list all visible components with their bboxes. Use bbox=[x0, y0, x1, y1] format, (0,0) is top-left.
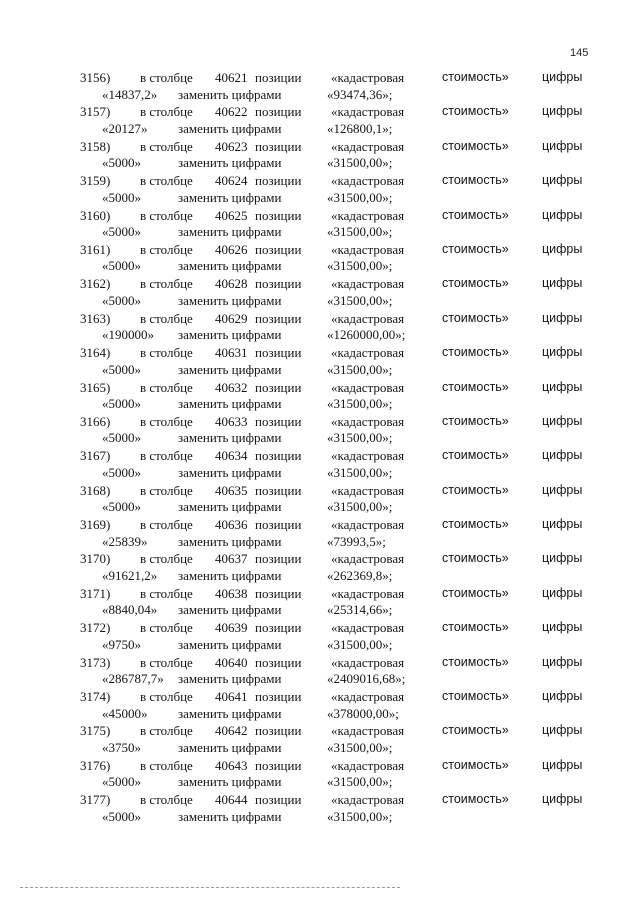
position-text: позиции bbox=[255, 207, 302, 223]
entry-number: 3165) bbox=[80, 379, 111, 395]
old-value: «5000» bbox=[102, 361, 141, 377]
column-number: 40626 bbox=[215, 241, 248, 257]
entry-line-2 bbox=[0, 601, 639, 618]
new-value: «31500,00»; bbox=[327, 292, 393, 308]
digits-text: цифры bbox=[542, 517, 583, 532]
digits-text: цифры bbox=[542, 310, 583, 325]
new-value: «262369,8»; bbox=[327, 567, 393, 583]
entry-number: 3160) bbox=[80, 207, 111, 223]
column-number: 40634 bbox=[215, 448, 248, 464]
entry-number: 3164) bbox=[80, 345, 111, 361]
position-text: позиции bbox=[255, 413, 302, 429]
cadastral-text: «кадастровая bbox=[331, 173, 405, 189]
entry-line-1 bbox=[0, 585, 639, 602]
digits-text: цифры bbox=[542, 241, 583, 256]
entry-line-2 bbox=[0, 292, 639, 309]
column-number: 40636 bbox=[215, 517, 248, 533]
amendment-entry bbox=[0, 791, 639, 825]
value-text: стоимость» bbox=[442, 689, 509, 704]
replace-with-text: заменить цифрами bbox=[178, 671, 282, 687]
entry-line-2 bbox=[0, 395, 639, 412]
entry-line-1 bbox=[0, 172, 639, 189]
digits-text: цифры bbox=[542, 104, 583, 119]
entry-line-1 bbox=[0, 688, 639, 705]
entry-line-2 bbox=[0, 86, 639, 103]
new-value: «25314,66»; bbox=[327, 602, 393, 618]
position-text: позиции bbox=[255, 792, 302, 808]
entry-line-1 bbox=[0, 722, 639, 739]
old-value: «25839» bbox=[102, 533, 148, 549]
position-text: позиции bbox=[255, 241, 302, 257]
column-number: 40622 bbox=[215, 104, 248, 120]
digits-text: цифры bbox=[542, 689, 583, 704]
amendment-entry bbox=[0, 550, 639, 584]
amendment-entry bbox=[0, 103, 639, 137]
digits-text: цифры bbox=[542, 482, 583, 497]
new-value: «31500,00»; bbox=[327, 774, 393, 790]
column-number: 40629 bbox=[215, 310, 248, 326]
digits-text: цифры bbox=[542, 173, 583, 188]
new-value: «31500,00»; bbox=[327, 155, 393, 171]
old-value: «14837,2» bbox=[102, 86, 158, 102]
digits-text: цифры bbox=[542, 276, 583, 291]
in-column-text: в столбце bbox=[140, 310, 193, 326]
new-value: «1260000,00»; bbox=[327, 327, 406, 343]
entry-line-2 bbox=[0, 567, 639, 584]
digits-text: цифры bbox=[542, 620, 583, 635]
in-column-text: в столбце bbox=[140, 345, 193, 361]
entry-line-1 bbox=[0, 138, 639, 155]
entry-number: 3162) bbox=[80, 276, 111, 292]
in-column-text: в столбце bbox=[140, 620, 193, 636]
replace-with-text: заменить цифрами bbox=[178, 224, 282, 240]
entry-line-2 bbox=[0, 773, 639, 790]
entry-line-2 bbox=[0, 739, 639, 756]
column-number: 40625 bbox=[215, 207, 248, 223]
old-value: «9750» bbox=[102, 636, 141, 652]
entry-number: 3167) bbox=[80, 448, 111, 464]
value-text: стоимость» bbox=[442, 482, 509, 497]
column-number: 40635 bbox=[215, 482, 248, 498]
entry-number: 3166) bbox=[80, 413, 111, 429]
entry-line-2 bbox=[0, 189, 639, 206]
cadastral-text: «кадастровая bbox=[331, 138, 405, 154]
digits-text: цифры bbox=[542, 792, 583, 807]
entry-number: 3177) bbox=[80, 792, 111, 808]
amendment-entry bbox=[0, 241, 639, 275]
position-text: позиции bbox=[255, 345, 302, 361]
digits-text: цифры bbox=[542, 379, 583, 394]
value-text: стоимость» bbox=[442, 413, 509, 428]
digits-text: цифры bbox=[542, 70, 583, 84]
column-number: 40621 bbox=[215, 70, 248, 85]
entry-line-1 bbox=[0, 310, 639, 327]
replace-with-text: заменить цифрами bbox=[178, 396, 282, 412]
entry-line-1 bbox=[0, 482, 639, 499]
entry-number: 3173) bbox=[80, 654, 111, 670]
entry-number: 3168) bbox=[80, 482, 111, 498]
replace-with-text: заменить цифрами bbox=[178, 567, 282, 583]
digits-text: цифры bbox=[542, 345, 583, 360]
entry-line-2 bbox=[0, 670, 639, 687]
digits-text: цифры bbox=[542, 723, 583, 738]
entry-number: 3174) bbox=[80, 689, 111, 705]
new-value: «31500,00»; bbox=[327, 189, 393, 205]
new-value: «31500,00»; bbox=[327, 361, 393, 377]
position-text: позиции bbox=[255, 104, 302, 120]
amendment-entry bbox=[0, 447, 639, 481]
cadastral-text: «кадастровая bbox=[331, 276, 405, 292]
value-text: стоимость» bbox=[442, 173, 509, 188]
old-value: «5000» bbox=[102, 430, 141, 446]
position-text: позиции bbox=[255, 551, 302, 567]
old-value: «286787,7» bbox=[102, 671, 164, 687]
in-column-text: в столбце bbox=[140, 792, 193, 808]
cadastral-text: «кадастровая bbox=[331, 551, 405, 567]
entry-line-1 bbox=[0, 654, 639, 671]
amendment-entry bbox=[0, 654, 639, 688]
entry-line-2 bbox=[0, 429, 639, 446]
value-text: стоимость» bbox=[442, 241, 509, 256]
entry-line-1 bbox=[0, 791, 639, 808]
entry-line-2 bbox=[0, 705, 639, 722]
position-text: позиции bbox=[255, 379, 302, 395]
new-value: «31500,00»; bbox=[327, 258, 393, 274]
value-text: стоимость» bbox=[442, 620, 509, 635]
digits-text: цифры bbox=[542, 448, 583, 463]
value-text: стоимость» bbox=[442, 585, 509, 600]
in-column-text: в столбце bbox=[140, 689, 193, 705]
old-value: «5000» bbox=[102, 808, 141, 824]
position-text: позиции bbox=[255, 757, 302, 773]
replace-with-text: заменить цифрами bbox=[178, 86, 282, 102]
cadastral-text: «кадастровая bbox=[331, 482, 405, 498]
in-column-text: в столбце bbox=[140, 413, 193, 429]
position-text: позиции bbox=[255, 517, 302, 533]
cadastral-text: «кадастровая bbox=[331, 207, 405, 223]
entry-number: 3171) bbox=[80, 585, 111, 601]
old-value: «45000» bbox=[102, 705, 148, 721]
in-column-text: в столбце bbox=[140, 241, 193, 257]
column-number: 40632 bbox=[215, 379, 248, 395]
entry-number: 3161) bbox=[80, 241, 111, 257]
old-value: «5000» bbox=[102, 499, 141, 515]
new-value: «31500,00»; bbox=[327, 739, 393, 755]
entry-line-2 bbox=[0, 361, 639, 378]
entry-line-2 bbox=[0, 464, 639, 481]
column-number: 40638 bbox=[215, 585, 248, 601]
entry-number: 3163) bbox=[80, 310, 111, 326]
value-text: стоимость» bbox=[442, 276, 509, 291]
position-text: позиции bbox=[255, 448, 302, 464]
cadastral-text: «кадастровая bbox=[331, 585, 405, 601]
column-number: 40639 bbox=[215, 620, 248, 636]
column-number: 40642 bbox=[215, 723, 248, 739]
digits-text: цифры bbox=[542, 551, 583, 566]
cadastral-text: «кадастровая bbox=[331, 448, 405, 464]
cadastral-text: «кадастровая bbox=[331, 792, 405, 808]
replace-with-text: заменить цифрами bbox=[178, 808, 282, 824]
position-text: позиции bbox=[255, 723, 302, 739]
value-text: стоимость» bbox=[442, 448, 509, 463]
entry-line-2 bbox=[0, 257, 639, 274]
entry-line-1 bbox=[0, 103, 639, 120]
replace-with-text: заменить цифрами bbox=[178, 533, 282, 549]
column-number: 40644 bbox=[215, 792, 248, 808]
column-number: 40637 bbox=[215, 551, 248, 567]
amendment-entry bbox=[0, 482, 639, 516]
old-value: «8840,04» bbox=[102, 602, 158, 618]
amendment-entry bbox=[0, 379, 639, 413]
old-value: «5000» bbox=[102, 224, 141, 240]
entry-number: 3170) bbox=[80, 551, 111, 567]
new-value: «126800,1»; bbox=[327, 120, 393, 136]
in-column-text: в столбце bbox=[140, 517, 193, 533]
amendment-entry bbox=[0, 585, 639, 619]
entry-number: 3176) bbox=[80, 757, 111, 773]
old-value: «20127» bbox=[102, 120, 148, 136]
old-value: «5000» bbox=[102, 464, 141, 480]
value-text: стоимость» bbox=[442, 138, 509, 153]
entry-line-2 bbox=[0, 223, 639, 240]
digits-text: цифры bbox=[542, 207, 583, 222]
replace-with-text: заменить цифрами bbox=[178, 361, 282, 377]
old-value: «5000» bbox=[102, 292, 141, 308]
amendment-entry bbox=[0, 344, 639, 378]
entry-line-1 bbox=[0, 447, 639, 464]
new-value: «31500,00»; bbox=[327, 636, 393, 652]
position-text: позиции bbox=[255, 689, 302, 705]
cadastral-text: «кадастровая bbox=[331, 413, 405, 429]
entry-number: 3172) bbox=[80, 620, 111, 636]
old-value: «3750» bbox=[102, 739, 141, 755]
digits-text: цифры bbox=[542, 654, 583, 669]
entry-number: 3175) bbox=[80, 723, 111, 739]
replace-with-text: заменить цифрами bbox=[178, 602, 282, 618]
amendment-entry bbox=[0, 275, 639, 309]
in-column-text: в столбце bbox=[140, 379, 193, 395]
replace-with-text: заменить цифрами bbox=[178, 464, 282, 480]
entry-line-1 bbox=[0, 275, 639, 292]
new-value: «31500,00»; bbox=[327, 499, 393, 515]
entry-line-1 bbox=[0, 619, 639, 636]
cadastral-text: «кадастровая bbox=[331, 379, 405, 395]
replace-with-text: заменить цифрами bbox=[178, 705, 282, 721]
position-text: позиции bbox=[255, 585, 302, 601]
cadastral-text: «кадастровая bbox=[331, 723, 405, 739]
replace-with-text: заменить цифрами bbox=[178, 258, 282, 274]
value-text: стоимость» bbox=[442, 104, 509, 119]
amendment-entry bbox=[0, 516, 639, 550]
replace-with-text: заменить цифрами bbox=[178, 120, 282, 136]
old-value: «5000» bbox=[102, 774, 141, 790]
replace-with-text: заменить цифрами bbox=[178, 327, 282, 343]
new-value: «31500,00»; bbox=[327, 224, 393, 240]
amendment-list bbox=[0, 69, 639, 826]
new-value: «31500,00»; bbox=[327, 808, 393, 824]
column-number: 40628 bbox=[215, 276, 248, 292]
in-column-text: в столбце bbox=[140, 104, 193, 120]
entry-line-2 bbox=[0, 498, 639, 515]
cadastral-text: «кадастровая bbox=[331, 654, 405, 670]
in-column-text: в столбце bbox=[140, 585, 193, 601]
amendment-entry bbox=[0, 619, 639, 653]
entry-line-1 bbox=[0, 550, 639, 567]
entry-line-2 bbox=[0, 120, 639, 137]
replace-with-text: заменить цифрами bbox=[178, 499, 282, 515]
position-text: позиции bbox=[255, 173, 302, 189]
position-text: позиции bbox=[255, 310, 302, 326]
amendment-entry bbox=[0, 688, 639, 722]
column-number: 40631 bbox=[215, 345, 248, 361]
value-text: стоимость» bbox=[442, 207, 509, 222]
value-text: стоимость» bbox=[442, 654, 509, 669]
replace-with-text: заменить цифрами bbox=[178, 189, 282, 205]
column-number: 40623 bbox=[215, 138, 248, 154]
cadastral-text: «кадастровая bbox=[331, 104, 405, 120]
footer-divider bbox=[20, 887, 400, 888]
old-value: «5000» bbox=[102, 396, 141, 412]
in-column-text: в столбце bbox=[140, 482, 193, 498]
in-column-text: в столбце bbox=[140, 138, 193, 154]
entry-number: 3158) bbox=[80, 138, 111, 154]
old-value: «5000» bbox=[102, 155, 141, 171]
column-number: 40633 bbox=[215, 413, 248, 429]
entry-line-2 bbox=[0, 533, 639, 550]
amendment-entry bbox=[0, 757, 639, 791]
column-number: 40624 bbox=[215, 173, 248, 189]
column-number: 40640 bbox=[215, 654, 248, 670]
entry-line-1 bbox=[0, 344, 639, 361]
old-value: «5000» bbox=[102, 189, 141, 205]
position-text: позиции bbox=[255, 482, 302, 498]
value-text: стоимость» bbox=[442, 70, 509, 84]
replace-with-text: заменить цифрами bbox=[178, 292, 282, 308]
value-text: стоимость» bbox=[442, 792, 509, 807]
in-column-text: в столбце bbox=[140, 654, 193, 670]
new-value: «2409016,68»; bbox=[327, 671, 406, 687]
page-number: 145 bbox=[570, 47, 589, 59]
digits-text: цифры bbox=[542, 138, 583, 153]
cadastral-text: «кадастровая bbox=[331, 620, 405, 636]
new-value: «31500,00»; bbox=[327, 430, 393, 446]
value-text: стоимость» bbox=[442, 379, 509, 394]
column-number: 40643 bbox=[215, 757, 248, 773]
in-column-text: в столбце bbox=[140, 70, 193, 85]
replace-with-text: заменить цифрами bbox=[178, 430, 282, 446]
entry-line-1 bbox=[0, 241, 639, 258]
entry-line-1 bbox=[0, 757, 639, 774]
in-column-text: в столбце bbox=[140, 207, 193, 223]
value-text: стоимость» bbox=[442, 517, 509, 532]
entry-number: 3156) bbox=[80, 70, 111, 85]
entry-line-1 bbox=[0, 379, 639, 396]
amendment-entry bbox=[0, 310, 639, 344]
position-text: позиции bbox=[255, 654, 302, 670]
old-value: «190000» bbox=[102, 327, 154, 343]
amendment-entry bbox=[0, 69, 639, 103]
entry-line-1 bbox=[0, 69, 639, 86]
new-value: «31500,00»; bbox=[327, 396, 393, 412]
replace-with-text: заменить цифрами bbox=[178, 774, 282, 790]
in-column-text: в столбце bbox=[140, 276, 193, 292]
new-value: «73993,5»; bbox=[327, 533, 386, 549]
value-text: стоимость» bbox=[442, 723, 509, 738]
entry-line-1 bbox=[0, 207, 639, 224]
entry-line-2 bbox=[0, 154, 639, 171]
replace-with-text: заменить цифрами bbox=[178, 155, 282, 171]
position-text: позиции bbox=[255, 70, 302, 85]
entry-line-2 bbox=[0, 636, 639, 653]
cadastral-text: «кадастровая bbox=[331, 70, 405, 85]
position-text: позиции bbox=[255, 620, 302, 636]
new-value: «31500,00»; bbox=[327, 464, 393, 480]
amendment-entry bbox=[0, 172, 639, 206]
cadastral-text: «кадастровая bbox=[331, 757, 405, 773]
amendment-entry bbox=[0, 138, 639, 172]
digits-text: цифры bbox=[542, 585, 583, 600]
new-value: «93474,36»; bbox=[327, 86, 393, 102]
entry-line-2 bbox=[0, 808, 639, 825]
cadastral-text: «кадастровая bbox=[331, 310, 405, 326]
in-column-text: в столбце bbox=[140, 173, 193, 189]
new-value: «378000,00»; bbox=[327, 705, 399, 721]
digits-text: цифры bbox=[542, 757, 583, 772]
cadastral-text: «кадастровая bbox=[331, 517, 405, 533]
old-value: «91621,2» bbox=[102, 567, 158, 583]
cadastral-text: «кадастровая bbox=[331, 241, 405, 257]
replace-with-text: заменить цифрами bbox=[178, 636, 282, 652]
in-column-text: в столбце bbox=[140, 551, 193, 567]
in-column-text: в столбце bbox=[140, 723, 193, 739]
entry-line-1 bbox=[0, 413, 639, 430]
entry-number: 3157) bbox=[80, 104, 111, 120]
cadastral-text: «кадастровая bbox=[331, 345, 405, 361]
value-text: стоимость» bbox=[442, 345, 509, 360]
in-column-text: в столбце bbox=[140, 757, 193, 773]
value-text: стоимость» bbox=[442, 551, 509, 566]
digits-text: цифры bbox=[542, 413, 583, 428]
position-text: позиции bbox=[255, 138, 302, 154]
position-text: позиции bbox=[255, 276, 302, 292]
amendment-entry bbox=[0, 207, 639, 241]
old-value: «5000» bbox=[102, 258, 141, 274]
entry-number: 3169) bbox=[80, 517, 111, 533]
in-column-text: в столбце bbox=[140, 448, 193, 464]
value-text: стоимость» bbox=[442, 310, 509, 325]
amendment-entry bbox=[0, 722, 639, 756]
replace-with-text: заменить цифрами bbox=[178, 739, 282, 755]
entry-line-1 bbox=[0, 516, 639, 533]
entry-number: 3159) bbox=[80, 173, 111, 189]
value-text: стоимость» bbox=[442, 757, 509, 772]
column-number: 40641 bbox=[215, 689, 248, 705]
amendment-entry bbox=[0, 413, 639, 447]
entry-line-2 bbox=[0, 326, 639, 343]
cadastral-text: «кадастровая bbox=[331, 689, 405, 705]
